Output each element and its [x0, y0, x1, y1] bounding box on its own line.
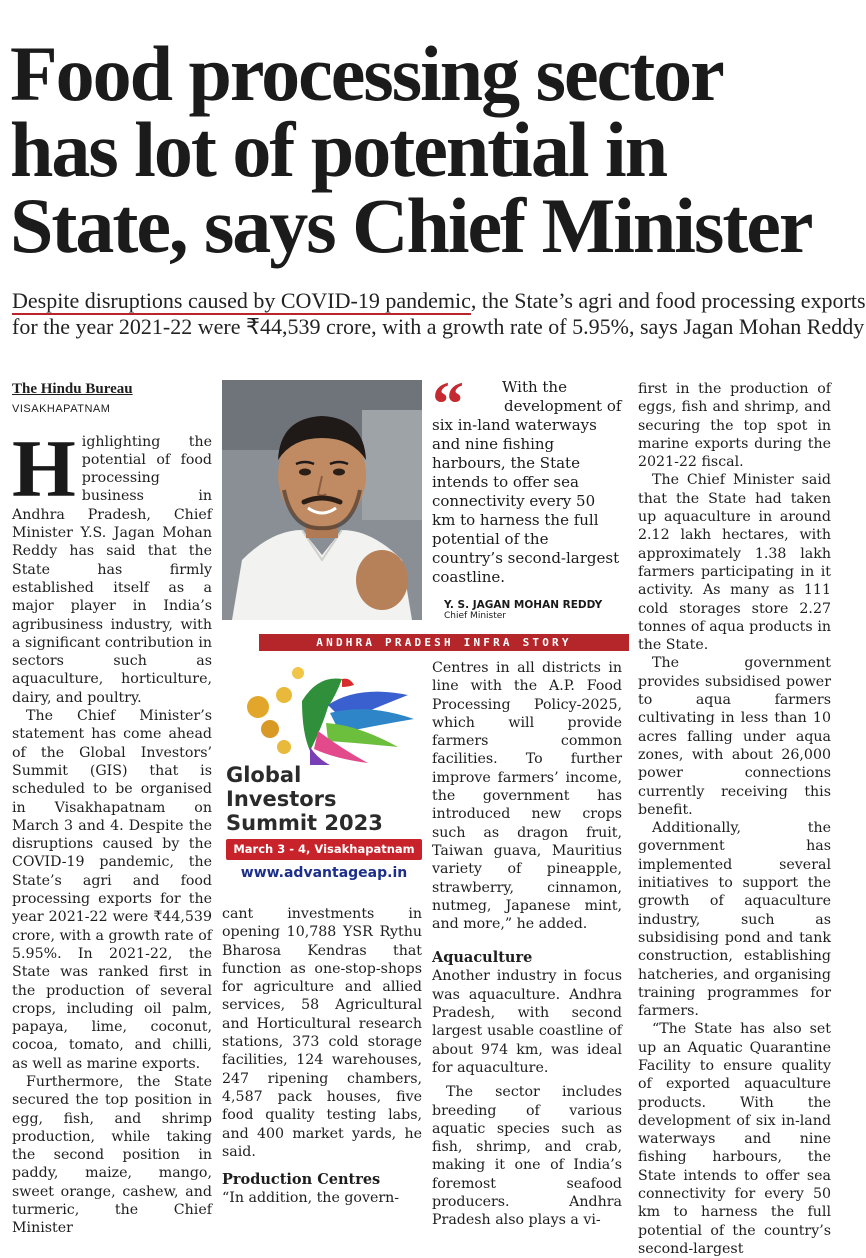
standfirst-line-2: for the year 2021-22 were ₹44,539 crore, with a growth rate of 5.95%, says Jagan Mohan Reddy — [12, 314, 865, 339]
subhead-aquaculture: Aquaculture — [432, 949, 533, 967]
article-column-3 — [432, 659, 622, 1230]
paragraph: The Chief Minister’s statement has come ahead of the Global Investors’ Summit (GIS) that is scheduled to be organised in Visakhapatnam on March 3 and 4. Despite the disruptions caused by the COVID-19 pandemic, the State’s agri and food processing exports for the year 2021-22 were ₹44,539 crore, with a growth rate of 5.95%. In 2021-22, the State was ranked first in the production of several crops, including oil palm, papaya, lime, coconut, cocoa, tomato, and chilli, as well as marine exports. — [12, 708, 213, 1072]
byline-author: The Hindu Bureau — [12, 381, 133, 397]
subhead-production-centres: Production Centres — [222, 1171, 381, 1189]
paragraph: “In addition, the govern- — [222, 1190, 400, 1207]
quote-mark-icon: “ — [432, 368, 464, 439]
headline — [10, 30, 835, 269]
drop-cap: H — [12, 422, 76, 514]
gis-title — [226, 763, 422, 835]
gis-title-line-1: Global — [226, 763, 302, 787]
chief-minister-photo — [222, 380, 422, 620]
dateline: VISAKHAPATNAM — [12, 403, 111, 416]
quote-body: six in-land waterways and nine fishing harbours, the State intends to offer sea connectivity every 50 km to harness the full potential of the country’s second-largest coastline. — [432, 416, 620, 586]
pull-quote — [432, 368, 622, 621]
gis-title-line-2: Investors — [226, 787, 337, 811]
headline-line-3: State, says Chief Minister — [10, 182, 812, 269]
parrot-logo-icon — [218, 655, 428, 765]
gis-title-line-3: Summit 2023 — [226, 811, 383, 835]
paragraph: Additionally, the government has implemented several initiatives to support the growth of aquaculture industry, such as subsidising pond and tank construction, establishing hatcheries, and organising training programmes for farmers. — [638, 820, 831, 1020]
paragraph: The government provides subsidised power to aqua farmers cultivating in less than 10 acres falling under aqua zones, with about 26,000 power connections currently receiving this benefit. — [638, 655, 831, 818]
article-column-1 — [12, 380, 212, 1238]
standfirst-line-1 — [12, 288, 866, 314]
gis-url: www.advantageap.in — [240, 865, 408, 881]
article-column-4 — [638, 380, 831, 1258]
quote-line-1: With the — [502, 378, 567, 396]
quote-line-2: development of — [504, 397, 622, 415]
paragraph: cant investments in opening 10,788 YSR Rythu Bharosa Kendras that function as one-stop-shops for agriculture and allied services, 58 Agricultural and Horticultural research stations, 373 cold storage facilities, 124 warehouses, 247 ripening chambers, 4,587 pack houses, five food quality testing labs, and 400 market yards, he said. — [222, 906, 422, 1160]
paragraph: Furthermore, the State secured the top position in egg, fish, and shrimp production, while taking the second position in paddy, maize, mango, sweet orange, cashew, and turmeric, the Chief Minister — [12, 1073, 212, 1237]
paragraph: Centres in all districts in line with the A.P. Food Processing Policy-2025, which will provide farmers common facilities. To further improve farmers’ income, the government has introduced new crops such as dragon fruit, Taiwan guava, Mauritius variety of pineapple, strawberry, cinnamon, nutmeg, Japanese mint, and more,” he added. — [432, 660, 622, 933]
standfirst-highlight: Despite disruptions caused by COVID-19 pandemic — [12, 288, 471, 313]
infra-story-banner: ANDHRA PRADESH INFRA STORY — [259, 634, 629, 651]
paragraph: first in the production of eggs, fish and shrimp, and securing the top spot in marine exports during the 2021-22 fiscal. — [638, 381, 831, 471]
standfirst — [12, 288, 866, 340]
paragraph: The Chief Minister said that the State had taken up aquaculture in around 2.12 lakh hectares, with approximately 1.38 lakh farmers participating in it activity. As many as 111 cold storages store 2.27 tonnes of aqua products in the State. — [638, 472, 831, 654]
quote-attribution-name: Y. S. JAGAN MOHAN REDDY — [444, 599, 603, 611]
headline-line-1: Food processing sector — [10, 30, 723, 117]
standfirst-rest: , the State’s agri and food processing exports — [470, 288, 866, 313]
paragraph: The sector includes breeding of various aquatic species such as fish, shrimp, and crab, making it one of India’s foremost seafood producers. Andhra Pradesh also plays a vi- — [432, 1084, 622, 1229]
gis-2023-advertisement — [218, 655, 428, 900]
gis-date-badge: March 3 - 4, Visakhapatnam — [226, 839, 422, 860]
article-column-2 — [222, 905, 422, 1207]
paragraph: Another industry in focus was aquaculture. Andhra Pradesh, with second largest usable coastline of about 974 km, was ideal for aquaculture. — [432, 968, 622, 1076]
headline-line-2: has lot of potential in — [10, 106, 667, 193]
paragraph: “The State has also set up an Aquatic Quarantine Facility to ensure quality of exported aquaculture products. With the development of six in-land waterways and nine fishing harbours, the State intends to offer sea connectivity for every 50 km to harness the full potential of the country’s second-largest — [638, 1021, 831, 1257]
quote-attribution-role: Chief Minister — [444, 611, 506, 621]
paragraph: ighlighting the potential of food processing business in Andhra Pradesh, Chief Minister Y.S. Jagan Mohan Reddy has said that the State has firmly established itself as a major player in India’s agribusiness industry, with a significant contribution in sectors such as aquaculture, horticulture, dairy, and poultry. — [12, 433, 212, 706]
portrait-illustration — [222, 380, 422, 620]
